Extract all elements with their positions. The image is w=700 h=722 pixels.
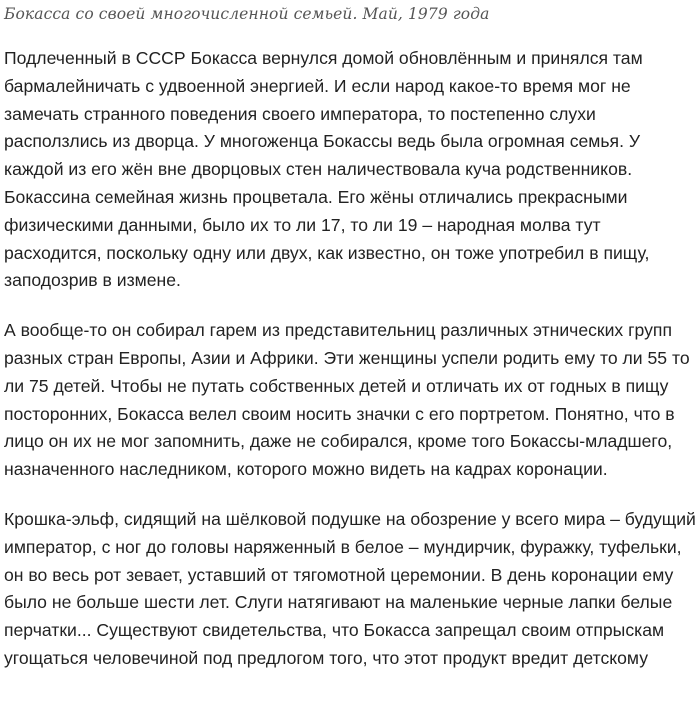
article-body bbox=[4, 0, 696, 673]
paragraph-2: А вообще-то он собирал гарем из представительниц различных этнических групп разных стран Европы, Азии и Африки. Эти женщины успели родить ему то ли 55 то ли 75 детей. Чтобы не путать собственных детей и отличать их от годных в пищу посторонних, Бокасса велел своим носить значки с его портретом. Понятно, что в лицо он их не мог запомнить, даже не собирался, кроме того Бокассы-младшего, назначенного наследником, которого можно видеть на кадрах коронации. bbox=[4, 320, 690, 480]
image-caption: Бокасса со своей многочисленной семьей. Май, 1979 года bbox=[4, 5, 490, 23]
paragraph-3: Крошка-эльф, сидящий на шёлковой подушке на обозрение у всего мира – будущий император, с ног до головы наряженный в белое – мундирчик, фуражку, туфельки, он во весь рот зевает, уставший от тягомотной церемонии. В день коронации ему было не больше шести лет. Слуги натягивают на маленькие черные лапки белые перчатки... Существуют свидетельства, что Бокасса запрещал своим отпрыскам угощаться человечиной под предлогом того, что этот продукт вредит детскому bbox=[4, 508, 696, 668]
paragraph-1: Подлеченный в СССР Бокасса вернулся домой обновлённым и принялся там бармалейничать с удвоенной энергией. И если народ какое-то время мог не замечать странного поведения своего императора, то постепенно слухи расползлись из дворца. У многоженца Бокассы ведь была огромная семья. У каждой из его жён вне дворцовых стен наличествовала куча родственников. Бокассина семейная жизнь процветала. Его жёны отличались прекрасными физическими данными, было их то ли 17, то ли 19 – народная молва тут расходится, поскольку одну или двух, как известно, он тоже употребил в пищу, заподозрив в измене. bbox=[4, 48, 650, 291]
